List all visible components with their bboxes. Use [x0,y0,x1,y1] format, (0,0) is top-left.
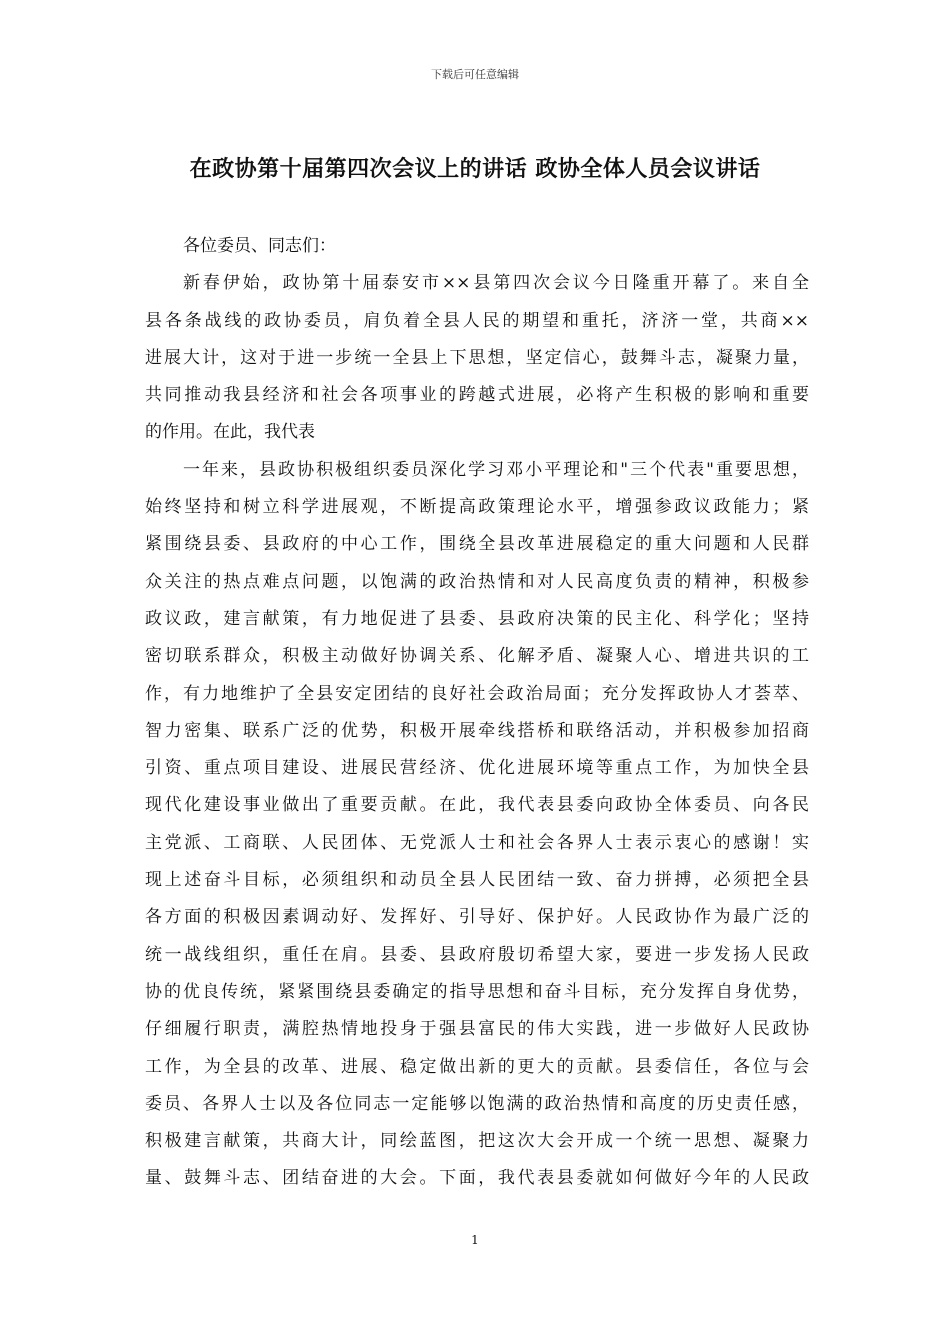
paragraph-line: 紧围绕县委、县政府的中心工作，围绕全县改革进展稳定的重大问题和人民群 [145,534,809,555]
paragraph-line: 现代化建设事业做出了重要贡献。在此，我代表县委向政协全体委员、向各民 [145,795,809,816]
paragraph-line: 共同推动我县经济和社会各项事业的跨越式进展，必将产生积极的影响和重要 [145,385,809,406]
paragraph-line: 始终坚持和树立科学进展观，不断提高政策理论水平，增强参政议政能力；紧 [145,497,809,518]
paragraph-line: 众关注的热点难点问题，以饱满的政治热情和对人民高度负责的精神，积极参 [145,571,809,592]
paragraph-line: 政议政，建言献策，有力地促进了县委、县政府决策的民主化、科学化；坚持 [145,608,809,629]
paragraph-line: 仔细履行职责，满腔热情地投身于强县富民的伟大实践，进一步做好人民政协 [145,1019,809,1040]
paragraph-line: 主党派、工商联、人民团体、无党派人士和社会各界人士表示衷心的感谢！实 [145,832,809,853]
paragraph-line: 统一战线组织，重任在肩。县委、县政府殷切希望大家，要进一步发扬人民政 [145,944,809,965]
paragraph-line: 协的优良传统，紧紧围绕县委确定的指导思想和奋斗目标，充分发挥自身优势， [145,981,809,1002]
paragraph-line: 作，有力地维护了全县安定团结的良好社会政治局面；充分发挥政协人才荟萃、 [145,683,809,704]
paragraph-line: 密切联系群众，积极主动做好协调关系、化解矛盾、凝聚人心、增进共识的工 [145,646,809,667]
paragraph-line: 一年来，县政协积极组织委员深化学习邓小平理论和"三个代表"重要思想， [183,459,809,480]
page-number: 1 [471,1233,479,1247]
paragraph-line: 新春伊始，政协第十届泰安市××县第四次会议今日隆重开幕了。来自全 [183,273,809,294]
paragraph-line: 智力密集、联系广泛的优势，积极开展牵线搭桥和联络活动，并积极参加招商 [145,720,809,741]
paragraph-line: 委员、各界人士以及各位同志一定能够以饱满的政治热情和高度的历史责任感， [145,1093,809,1114]
document-body [145,228,809,1198]
paragraph-line: 进展大计，这对于进一步统一全县上下思想，坚定信心，鼓舞斗志，凝聚力量， [145,347,809,368]
paragraph-line: 引资、重点项目建设、进展民营经济、优化进展环境等重点工作，为加快全县 [145,758,809,779]
paragraph-line: 现上述奋斗目标，必须组织和动员全县人民团结一致、奋力拼搏，必须把全县 [145,870,809,891]
salutation-line: 各位委员、同志们： [183,236,336,256]
paragraph-line: 的作用。在此，我代表 [145,422,315,443]
document-title: 在政协第十届第四次会议上的讲话 政协全体人员会议讲话 [189,157,761,182]
header-note: 下载后可任意编辑 [431,68,519,81]
paragraph-line: 工作，为全县的改革、进展、稳定做出新的更大的贡献。县委信任，各位与会 [145,1056,809,1077]
paragraph-line: 积极建言献策，共商大计，同绘蓝图，把这次大会开成一个统一思想、凝聚力 [145,1131,809,1152]
paragraph-line: 量、鼓舞斗志、团结奋进的大会。下面，我代表县委就如何做好今年的人民政 [145,1168,809,1189]
paragraph-line: 各方面的积极因素调动好、发挥好、引导好、保护好。人民政协作为最广泛的 [145,907,809,928]
paragraph-line: 县各条战线的政协委员，肩负着全县人民的期望和重托，济济一堂，共商×× [145,310,809,331]
